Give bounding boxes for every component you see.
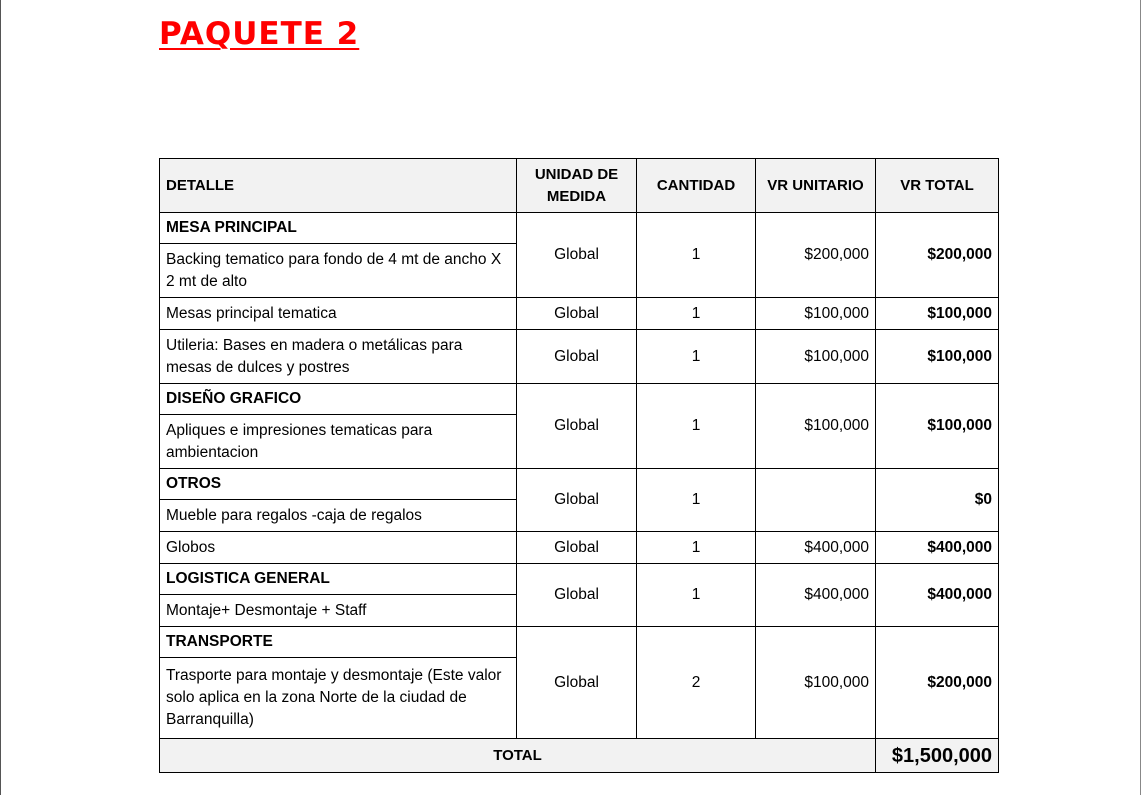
vr-total-cell: $200,000 [876,213,999,298]
total-row [160,739,999,773]
vr-total-cell: $100,000 [876,384,999,469]
item-row [160,330,999,384]
header-unidad-line2: MEDIDA [546,187,607,205]
vr-total-cell: $100,000 [876,330,999,384]
section-label: DISEÑO GRAFICO [160,384,517,415]
item-description: Montaje+ Desmontaje + Staff [160,595,517,627]
section-label: MESA PRINCIPAL [160,213,517,244]
vr-unitario-cell [756,469,876,532]
header-row [160,159,999,213]
section-row [160,213,999,244]
cantidad-cell: 1 [637,298,756,330]
unidad-cell: Global [517,298,637,330]
section-label: OTROS [160,469,517,500]
unidad-cell: Global [517,330,637,384]
header-vr-total: VR TOTAL [876,159,999,213]
grand-total: $1,500,000 [876,739,999,773]
page-title: PAQUETE 2 [159,16,360,52]
section-row [160,564,999,595]
item-description: Utileria: Bases en madera o metálicas para mesas de dulces y postres [160,330,517,384]
vr-unitario-cell: $400,000 [756,564,876,627]
vr-unitario-cell: $100,000 [756,627,876,739]
cantidad-cell: 2 [637,627,756,739]
vr-unitario-cell: $100,000 [756,330,876,384]
cantidad-cell: 1 [637,330,756,384]
header-vr-unitario: VR UNITARIO [756,159,876,213]
header-cantidad: CANTIDAD [637,159,756,213]
header-detalle: DETALLE [160,159,517,213]
item-row [160,298,999,330]
item-description: Mesas principal tematica [160,298,517,330]
item-description: Backing tematico para fondo de 4 mt de ancho X 2 mt de alto [160,244,517,298]
quote-table [159,158,999,773]
page-left-border [0,0,1,795]
unidad-cell: Global [517,213,637,298]
section-label: TRANSPORTE [160,627,517,658]
vr-unitario-cell: $100,000 [756,298,876,330]
item-description: Trasporte para montaje y desmontaje (Este valor solo aplica en la zona Norte de la ciudad de Barranquilla) [160,658,517,739]
vr-unitario-cell: $400,000 [756,532,876,564]
vr-unitario-cell: $200,000 [756,213,876,298]
vr-total-cell: $400,000 [876,564,999,627]
item-description: Globos [160,532,517,564]
unidad-cell: Global [517,384,637,469]
vr-total-cell: $100,000 [876,298,999,330]
header-unidad [517,159,637,213]
section-row [160,384,999,415]
unidad-cell: Global [517,532,637,564]
cantidad-cell: 1 [637,384,756,469]
header-unidad-line1: UNIDAD DE [534,165,619,183]
cantidad-cell: 1 [637,469,756,532]
cantidad-cell: 1 [637,213,756,298]
item-row [160,532,999,564]
vr-total-cell: $0 [876,469,999,532]
section-label: LOGISTICA GENERAL [160,564,517,595]
vr-total-cell: $400,000 [876,532,999,564]
unidad-cell: Global [517,564,637,627]
section-row [160,469,999,500]
cantidad-cell: 1 [637,564,756,627]
cantidad-cell: 1 [637,532,756,564]
unidad-cell: Global [517,469,637,532]
vr-unitario-cell: $100,000 [756,384,876,469]
section-row [160,627,999,658]
vr-total-cell: $200,000 [876,627,999,739]
total-label: TOTAL [160,739,876,773]
item-description: Mueble para regalos -caja de regalos [160,500,517,532]
unidad-cell: Global [517,627,637,739]
item-description: Apliques e impresiones tematicas para ambientacion [160,415,517,469]
